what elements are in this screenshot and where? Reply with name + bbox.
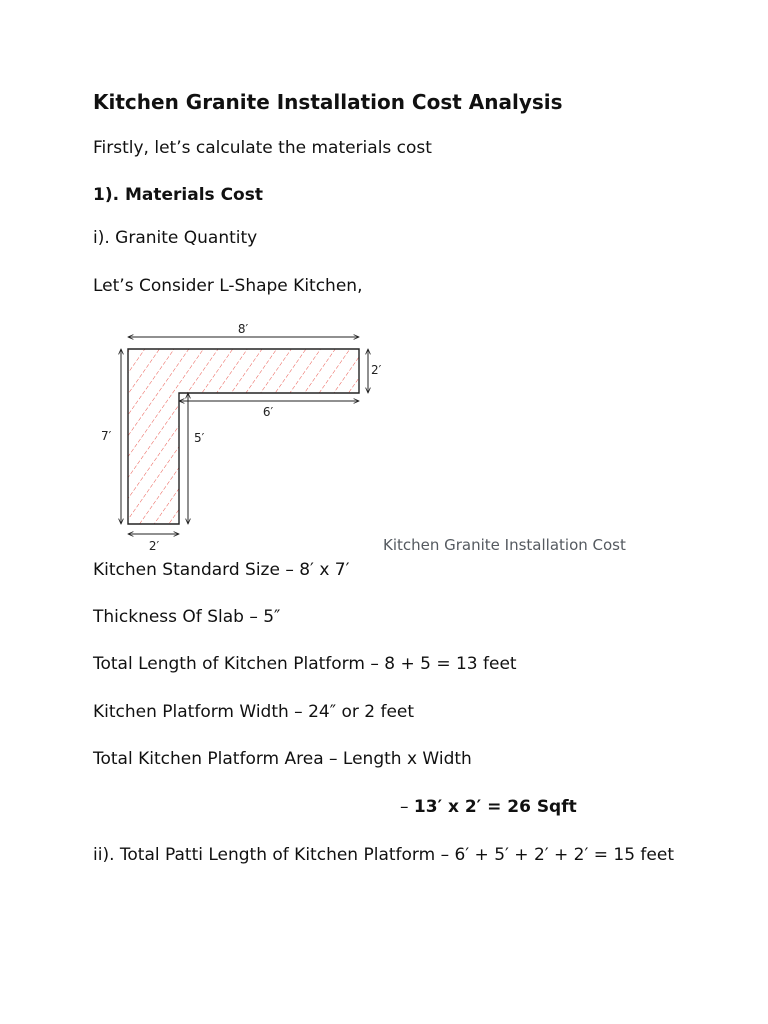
l-shape-slab [128, 349, 359, 524]
l-shape-kitchen-diagram [93, 318, 393, 558]
bottom-width-label: 2′ [148, 539, 160, 553]
standard-size-line: Kitchen Standard Size – 8′ x 7′ [93, 560, 350, 580]
page-title: Kitchen Granite Installation Cost Analysis [93, 90, 563, 114]
total-length-line: Total Length of Kitchen Platform – 8 + 5 = 13 feet [93, 654, 517, 674]
consider-text: Let’s Consider L-Shape Kitchen, [93, 276, 363, 296]
slab-thickness-line: Thickness Of Slab – 5″ [93, 607, 281, 627]
area-calc-prefix: – [400, 797, 414, 817]
section-heading: 1). Materials Cost [93, 185, 263, 205]
platform-area-line: Total Kitchen Platform Area – Length x Width [93, 749, 472, 769]
top-length-label: 8′ [237, 322, 249, 336]
inner-height-label: 5′ [194, 431, 205, 445]
inner-length-label: 6′ [262, 405, 274, 419]
intro-text: Firstly, let’s calculate the materials cost [93, 138, 432, 158]
platform-width-line: Kitchen Platform Width – 24″ or 2 feet [93, 702, 415, 722]
area-calculation-line [400, 797, 577, 817]
subsection-heading: i). Granite Quantity [93, 228, 258, 248]
figure-caption: Kitchen Granite Installation Cost [383, 536, 626, 554]
area-calc-value: 13′ x 2′ = 26 Sqft [413, 797, 577, 817]
left-height-label: 7′ [101, 429, 112, 443]
patti-length-line: ii). Total Patti Length of Kitchen Platform – 6′ + 5′ + 2′ + 2′ = 15 feet [93, 845, 674, 865]
top-width-label: 2′ [371, 363, 382, 377]
